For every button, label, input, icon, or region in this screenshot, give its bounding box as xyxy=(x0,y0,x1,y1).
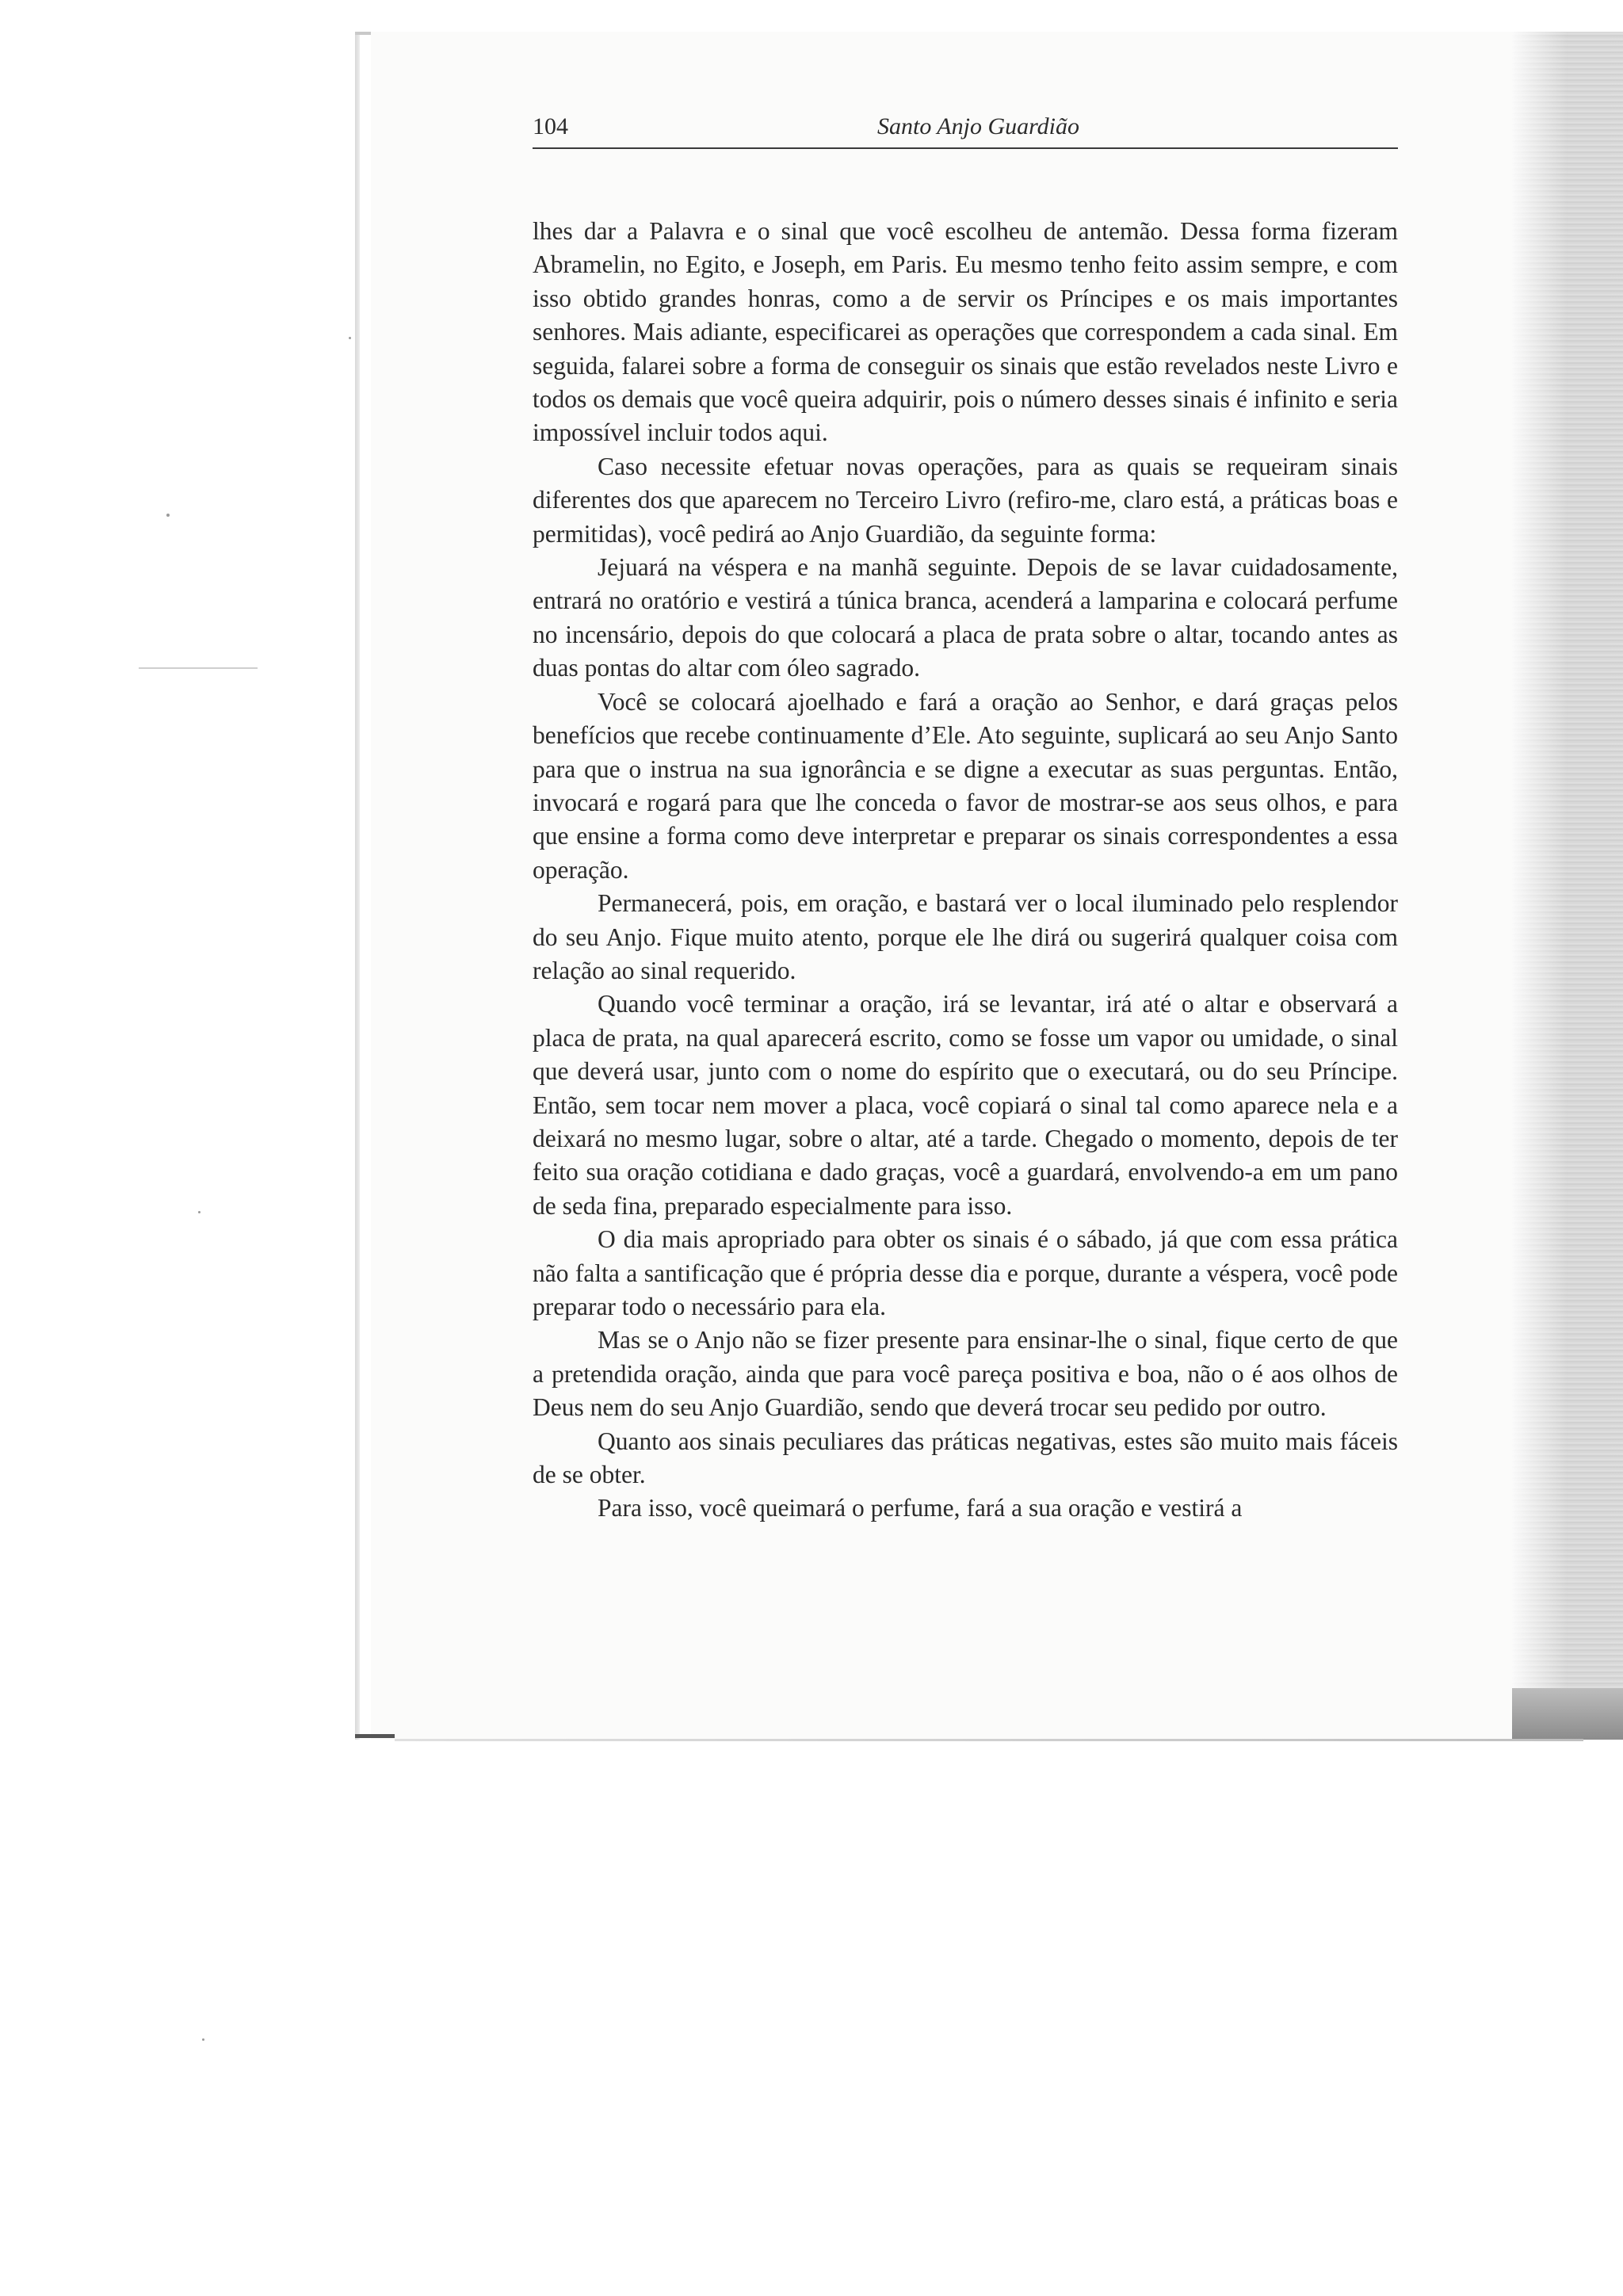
page-bottom-edge xyxy=(395,1739,1583,1741)
scan-smudge xyxy=(139,667,258,669)
running-header xyxy=(533,113,1398,149)
scan-speck xyxy=(202,2038,204,2041)
paragraph: Quanto aos sinais peculiares das práticas negativas, estes são muito mais fáceis de se obter. xyxy=(533,1427,1398,1489)
paragraph: Permanecerá, pois, em oração, e bastará ver o local iluminado pelo resplendor do seu Anjo. Fique muito atento, porque ele lhe dirá ou sugerirá qualquer coisa com relação ao sinal requerido. xyxy=(533,889,1398,984)
left-crop-mark xyxy=(355,32,360,1740)
running-title: Santo Anjo Guardião xyxy=(877,113,1080,139)
paragraph: Você se colocará ajoelhado e fará a oração ao Senhor, e dará graças pelos benefícios que recebe continuamente d’Ele. Ato seguinte, suplicará ao seu Anjo Santo para que o instrua na sua ignorância e se digne a executar as suas perguntas. Então, invocará e rogará para que lhe conceda o favor de mostrar-se aos seus olhos, e para que ensine a forma como deve interpretar e preparar os sinais correspondentes a essa operação. xyxy=(533,687,1398,884)
page-stack-edge xyxy=(1512,32,1623,1740)
bottom-crop-mark xyxy=(355,1734,395,1738)
paragraph: Para isso, você queimará o perfume, fará a sua oração e vestirá a xyxy=(598,1494,1243,1522)
paragraph: Jejuará na véspera e na manhã seguinte. Depois de se lavar cuidadosamente, entrará no oratório e vestirá a túnica branca, acenderá a lamparina e colocará perfume no incensário, depois do que colocará a placa de prata sobre o altar, tocando antes as duas pontas do altar com óleo sagrado. xyxy=(533,553,1398,682)
page-stack-shadow xyxy=(1512,1688,1623,1740)
body-text xyxy=(533,215,1398,1526)
paragraph: Quando você terminar a oração, irá se levantar, irá até o altar e observará a placa de prata, na qual aparecerá escrito, como se fosse um vapor ou umidade, o sinal que deverá usar, junto com o nome do espírito que o executará, ou do seu Príncipe. Então, sem tocar nem mover a placa, você copiará o sinal tal como aparece nela e a deixará no mesmo lugar, sobre o altar, até a tarde. Chegado o momento, depois de ter feito sua oração cotidiana e dado graças, você a guardará, envolvendo-a em um pano de seda fina, preparado especialmente para isso. xyxy=(533,990,1398,1220)
paragraph: Caso necessite efetuar novas operações, para as quais se requeiram sinais diferentes dos que aparecem no Terceiro Livro (refiro-me, claro está, a práticas boas e permitidas), você pedirá ao Anjo Guardião, da seguinte forma: xyxy=(533,452,1398,548)
scan-speck xyxy=(349,337,351,339)
scan-speck xyxy=(198,1211,200,1213)
paragraph: lhes dar a Palavra e o sinal que você escolheu de antemão. Dessa forma fizeram Abramelin, no Egito, e Joseph, em Paris. Eu mesmo tenho feito assim sempre, e com isso obtido grandes honras, como a de servir os Príncipes e os mais importantes senhores. Mais adiante, especificarei as operações que correspondem a cada sinal. Em seguida, falarei sobre a forma de conseguir os sinais que estão revelados neste Livro e todos os demais que você queira adquirir, pois o número desses sinais é infinito e seria impossível incluir todos aqui. xyxy=(533,217,1398,447)
page-number: 104 xyxy=(533,113,568,139)
paragraph: O dia mais apropriado para obter os sinais é o sábado, já que com essa prática não falta a santificação que é própria desse dia e porque, durante a véspera, você pode preparar todo o necessário para ela. xyxy=(533,1225,1398,1320)
paragraph: Mas se o Anjo não se fizer presente para ensinar-lhe o sinal, fique certo de que a pretendida oração, ainda que para você pareça positiva e boa, não o é aos olhos de Deus nem do seu Anjo Guardião, sendo que deverá trocar seu pedido por outro. xyxy=(533,1326,1398,1422)
scan-speck xyxy=(166,514,170,517)
